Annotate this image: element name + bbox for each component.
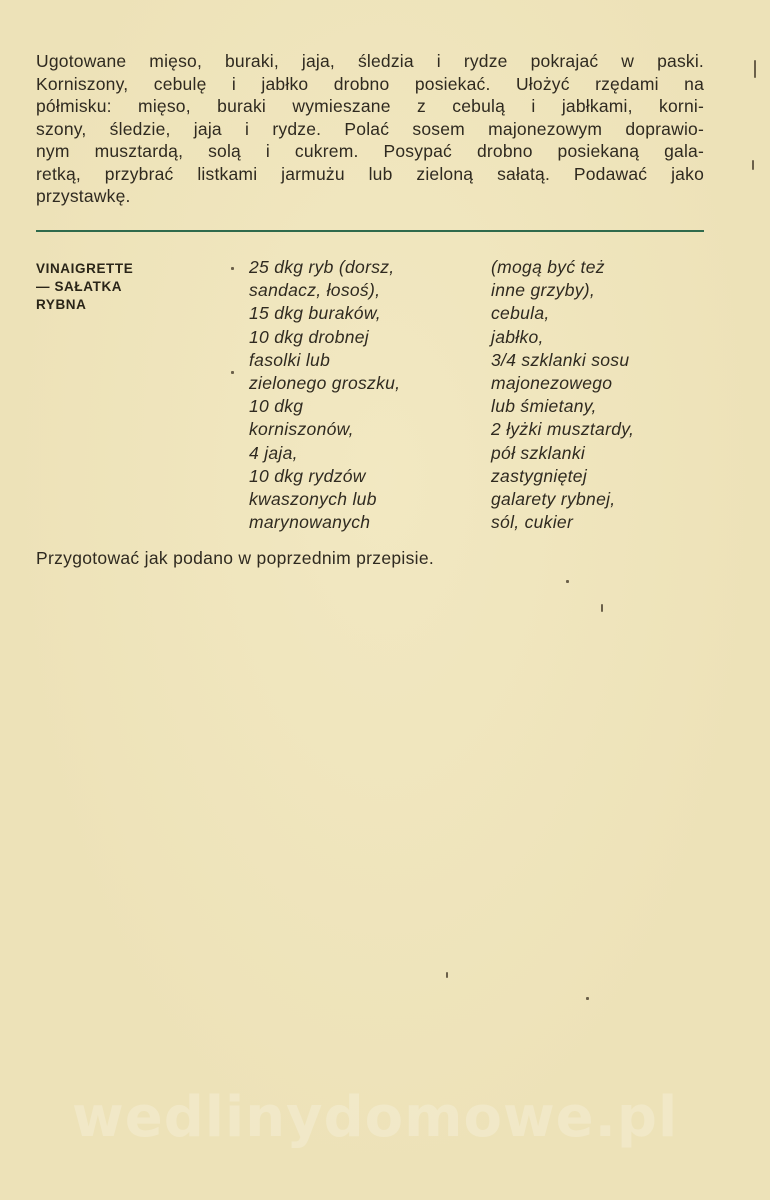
ingredient-line: kwaszonych lub xyxy=(249,489,377,510)
print-speck xyxy=(752,160,754,170)
text-line: Ugotowane mięso, buraki, jaja, śledzia i rydze pokrajać w paski. xyxy=(36,51,704,71)
print-speck xyxy=(601,604,603,612)
recipe-title-line: VINAIGRETTE xyxy=(36,261,134,276)
ingredient-line: 10 dkg rydzów xyxy=(249,465,366,486)
recipe-title xyxy=(36,260,186,314)
print-speck xyxy=(754,60,756,78)
ingredient-line: marynowanych xyxy=(249,512,371,533)
ingredient-line: jabłko, xyxy=(491,326,544,347)
ingredient-line: korniszonów, xyxy=(249,419,354,440)
ingredient-line: pół szklanki xyxy=(491,442,586,463)
watermark: wedlinydomowe.pl xyxy=(72,1085,679,1150)
print-speck xyxy=(446,972,448,978)
ingredient-line: 4 jaja, xyxy=(249,442,298,463)
ingredient-line: galarety rybnej, xyxy=(491,489,616,510)
ingredient-line: 10 dkg drobnej xyxy=(249,326,369,347)
recipe-title-line: — SAŁATKA xyxy=(36,279,123,294)
ingredient-line: 15 dkg buraków, xyxy=(249,303,381,324)
print-speck xyxy=(586,997,589,1000)
ingredient-line: cebula, xyxy=(491,303,550,324)
text-line: półmisku: mięso, buraki wymieszane z cebulą i jabłkami, korni- xyxy=(36,96,704,116)
text-line: nym musztardą, solą i cukrem. Posypać drobno posiekaną gala- xyxy=(36,141,704,161)
print-speck xyxy=(566,580,569,583)
ingredient-line: zielonego groszku, xyxy=(249,373,401,394)
ingredient-line: sól, cukier xyxy=(491,512,574,533)
section-divider xyxy=(36,230,704,232)
text-line: Korniszony, cebulę i jabłko drobno posiekać. Ułożyć rzędami na xyxy=(36,73,704,94)
ingredient-line: majonezowego xyxy=(491,373,613,394)
text-line: szony, śledzie, jaja i rydze. Polać sosem majonezowym doprawio- xyxy=(36,118,704,139)
ingredient-line: 25 dkg ryb (dorsz, xyxy=(249,257,395,277)
previous-recipe-text xyxy=(36,50,704,208)
ingredient-line: (mogą być też xyxy=(491,257,605,277)
ingredient-line: 3/4 szklanki sosu xyxy=(491,349,630,370)
ingredient-line: fasolki lub xyxy=(249,349,331,370)
text-line: przystawkę. xyxy=(36,186,131,206)
ingredient-line: inne grzyby), xyxy=(491,280,596,301)
ingredient-line: 10 dkg xyxy=(249,396,304,417)
print-speck xyxy=(231,371,234,374)
ingredients-column-2 xyxy=(491,256,691,534)
text-line: retką, przybrać listkami jarmużu lub zieloną sałatą. Podawać jako xyxy=(36,163,704,184)
ingredient-line: lub śmietany, xyxy=(491,396,597,417)
ingredient-line: 2 łyżki musztardy, xyxy=(491,419,635,440)
ingredients-column-1 xyxy=(249,256,479,534)
ingredient-line: sandacz, łosoś), xyxy=(249,280,381,301)
ingredient-line: zastygniętej xyxy=(491,465,588,486)
recipe-instruction: Przygotować jak podano w poprzednim przepisie. xyxy=(36,548,435,568)
print-speck xyxy=(231,267,234,270)
recipe-title-line: RYBNA xyxy=(36,297,87,312)
